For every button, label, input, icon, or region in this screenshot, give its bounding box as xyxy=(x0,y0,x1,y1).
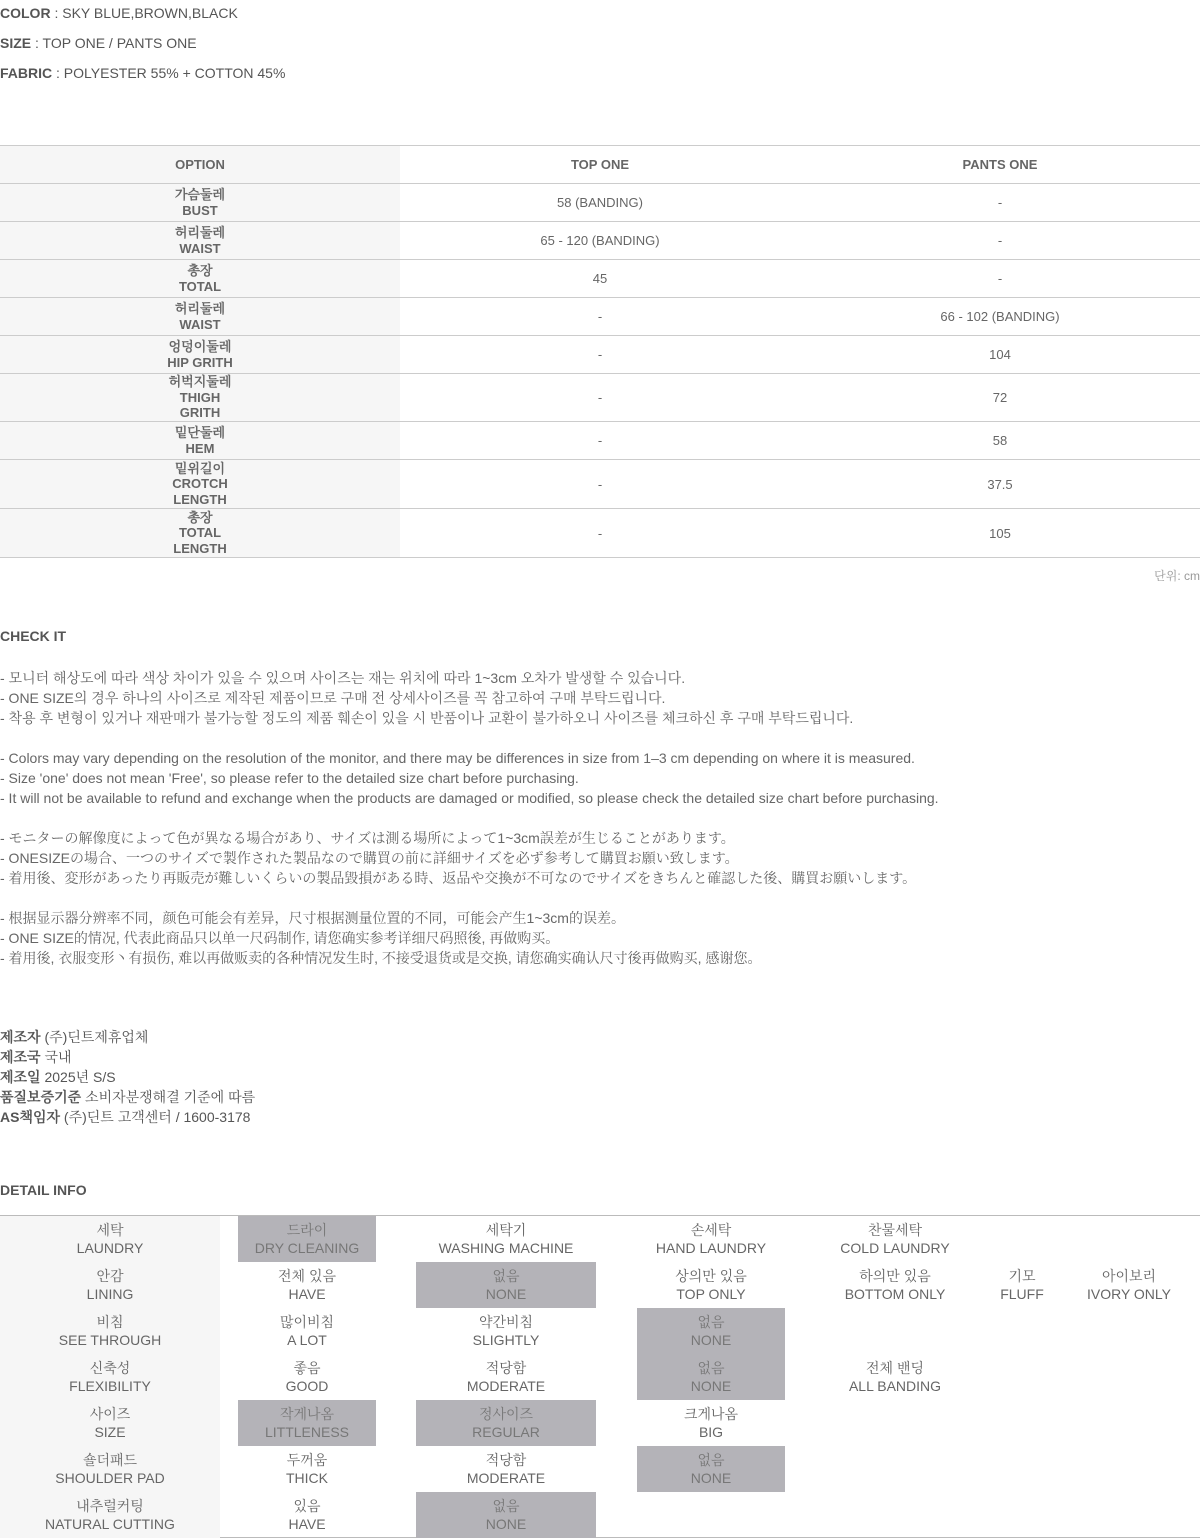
pants-value: 105 xyxy=(800,509,1200,558)
row-label: 밑위길이 CROTCH LENGTH xyxy=(0,460,400,509)
row-label: 허리둘레 WAIST xyxy=(0,298,400,336)
size-table-header xyxy=(0,146,1200,184)
top-value: - xyxy=(400,298,800,336)
note-line: - 着用後、変形があったり再販売が難しいくらいの製品毀損がある時、返品や交換が不可なのでサイズをきちんと確認した後、購買お願いします。 xyxy=(0,870,917,886)
top-value: 45 xyxy=(400,260,800,298)
pants-value: - xyxy=(800,184,1200,222)
row-label: 밑단둘레 HEM xyxy=(0,422,400,460)
maker-row: 제조일 2025년 S/S xyxy=(0,1069,116,1085)
top-value: - xyxy=(400,509,800,558)
row-label: 가슴둘레 BUST xyxy=(0,184,400,222)
detail-option: 하의만 있음 BOTTOM ONLY xyxy=(844,1268,946,1302)
spec-key: FABRIC xyxy=(0,65,53,81)
detail-option: 없음 NONE xyxy=(637,1354,785,1400)
pants-value: 104 xyxy=(800,336,1200,374)
note-line: - Size 'one' does not mean 'Free', so please refer to the detailed size chart before purchasing. xyxy=(0,770,579,786)
top-value: - xyxy=(400,422,800,460)
top-value: - xyxy=(400,336,800,374)
detail-option: 적당함 MODERATE xyxy=(466,1452,546,1486)
spec-value: : TOP ONE / PANTS ONE xyxy=(31,35,197,51)
note-line: - 모니터 해상도에 따라 색상 차이가 있을 수 있으며 사이즈는 재는 위치에 따라 1~3cm 오차가 발생할 수 있습니다. xyxy=(0,670,686,686)
detail-label: 사이즈 SIZE xyxy=(0,1400,220,1446)
detail-option: 없음 NONE xyxy=(637,1446,785,1492)
row-label: 엉덩이둘레 HIP GRITH xyxy=(0,336,400,374)
spec-value: : POLYESTER 55% + COTTON 45% xyxy=(52,65,286,81)
detail-option: 좋음 GOOD xyxy=(285,1360,329,1394)
detail-option: 두꺼움 THICK xyxy=(286,1452,328,1486)
note-line: - 着用後, 衣服变形丶有损伤, 难以再做贩卖的各种情况发生时, 不接受退货或是交换, 请您确实确认尺寸後再做购买, 感谢您。 xyxy=(0,950,762,966)
detail-label: 비침 SEE THROUGH xyxy=(0,1308,220,1354)
top-value: - xyxy=(400,374,800,422)
check-it-notes xyxy=(0,668,1200,988)
row-label: 허벅지둘레 THIGH GRITH xyxy=(0,374,400,422)
table-row xyxy=(0,222,1200,260)
pants-value: 72 xyxy=(800,374,1200,422)
detail-row-natural-cutting xyxy=(0,1492,1200,1538)
pants-value: 66 - 102 (BANDING) xyxy=(800,298,1200,336)
detail-option: 찬물세탁 COLD LAUNDRY xyxy=(840,1222,950,1256)
note-line: - It will not be available to refund and exchange when the products are damaged or modified, so please check the detailed size chart before purchasing. xyxy=(0,790,939,806)
unit-label: 단위: cm xyxy=(1154,569,1200,583)
pants-value: - xyxy=(800,260,1200,298)
maker-row: 제조자 (주)딘트제휴업체 xyxy=(0,1029,149,1045)
notes-english xyxy=(0,748,1200,808)
table-row xyxy=(0,422,1200,460)
notes-chinese xyxy=(0,908,1200,968)
spec-color xyxy=(0,5,238,21)
maker-info xyxy=(0,1027,255,1127)
detail-option: 손세탁 HAND LAUNDRY xyxy=(655,1222,767,1256)
detail-option: 크게나옴 BIG xyxy=(683,1406,739,1440)
detail-row-see-through xyxy=(0,1308,1200,1354)
top-value: - xyxy=(400,460,800,509)
detail-option: 없음 NONE xyxy=(637,1308,785,1354)
row-label: 허리둘레 WAIST xyxy=(0,222,400,260)
note-line: - ONE SIZE의 경우 하나의 사이즈로 제작된 제품이므로 구매 전 상세사이즈를 꼭 참고하여 구매 부탁드립니다. xyxy=(0,690,666,706)
detail-row-laundry xyxy=(0,1216,1200,1262)
detail-row-flexibility xyxy=(0,1354,1200,1400)
spec-value: : SKY BLUE,BROWN,BLACK xyxy=(50,5,238,21)
detail-label: 내추럴커팅 NATURAL CUTTING xyxy=(0,1492,220,1538)
size-table xyxy=(0,145,1200,558)
detail-option: 정사이즈 REGULAR xyxy=(416,1400,596,1446)
header-top-one: TOP ONE xyxy=(400,146,800,184)
detail-row-lining xyxy=(0,1262,1200,1308)
detail-label: 안감 LINING xyxy=(0,1262,220,1308)
spec-size xyxy=(0,35,197,51)
note-line: - ONE SIZE的情况, 代表此商品只以单一尺码制作, 请您确实参考详细尺码照後, 再做购买。 xyxy=(0,930,560,946)
detail-label: 숄더패드 SHOULDER PAD xyxy=(0,1446,220,1492)
detail-option: 아이보리 IVORY ONLY xyxy=(1086,1268,1172,1302)
detail-option: 세탁기 WASHING MACHINE xyxy=(438,1222,574,1256)
maker-row: AS책임자 (주)딘트 고객센터 / 1600-3178 xyxy=(0,1109,251,1125)
pants-value: - xyxy=(800,222,1200,260)
table-row xyxy=(0,374,1200,422)
detail-info-table xyxy=(0,1215,1200,1538)
note-line: - Colors may vary depending on the resolution of the monitor, and there may be differences in size from 1–3 cm depending on where it is measured. xyxy=(0,750,915,766)
detail-option: 많이비침 A LOT xyxy=(279,1314,335,1348)
table-row xyxy=(0,336,1200,374)
maker-row: 제조국 국내 xyxy=(0,1049,72,1065)
detail-label: 세탁 LAUNDRY xyxy=(0,1216,220,1262)
spec-key: COLOR xyxy=(0,5,51,21)
table-row xyxy=(0,460,1200,509)
table-row xyxy=(0,509,1200,558)
spec-key: SIZE xyxy=(0,35,32,51)
detail-row-size xyxy=(0,1400,1200,1446)
detail-option: 드라이 DRY CLEANING xyxy=(238,1216,376,1262)
detail-option: 전체 밴딩 ALL BANDING xyxy=(848,1360,942,1394)
table-row xyxy=(0,184,1200,222)
row-label: 총장 TOTAL xyxy=(0,260,400,298)
header-pants-one: PANTS ONE xyxy=(800,146,1200,184)
detail-option: 전체 있음 HAVE xyxy=(278,1268,336,1302)
top-value: 65 - 120 (BANDING) xyxy=(400,222,800,260)
spec-fabric xyxy=(0,65,285,81)
note-line: - 根据显示器分辨率不同，颜色可能会有差异，尺寸根据测量位置的不同，可能会产生1~3cm的误差。 xyxy=(0,910,625,926)
pants-value: 37.5 xyxy=(800,460,1200,509)
detail-option: 없음 NONE xyxy=(416,1492,596,1538)
detail-option: 작게나옴 LITTLENESS xyxy=(238,1400,376,1446)
header-option: OPTION xyxy=(0,146,400,184)
notes-japanese xyxy=(0,828,1200,888)
top-value: 58 (BANDING) xyxy=(400,184,800,222)
note-line: - ONESIZEの場合、一つのサイズで製作された製品なので購買の前に詳細サイズを必ず参考して購買お願い致します。 xyxy=(0,850,739,866)
table-row xyxy=(0,260,1200,298)
pants-value: 58 xyxy=(800,422,1200,460)
detail-option: 약간비침 SLIGHTLY xyxy=(472,1314,540,1348)
check-it-title: CHECK IT xyxy=(0,628,67,644)
maker-row: 품질보증기준 소비자분쟁해결 기준에 따름 xyxy=(0,1089,256,1105)
table-row xyxy=(0,298,1200,336)
notes-korean xyxy=(0,668,1200,728)
detail-option: 없음 NONE xyxy=(416,1262,596,1308)
detail-row-shoulder-pad xyxy=(0,1446,1200,1492)
detail-option: 기모 FLUFF xyxy=(1000,1268,1044,1302)
note-line: - モニターの解像度によって色が異なる場合があり、サイズは測る場所によって1~3cm誤差が生じることがあります。 xyxy=(0,830,735,846)
detail-option: 상의만 있음 TOP ONLY xyxy=(675,1268,747,1302)
note-line: - 착용 후 변형이 있거나 재판매가 불가능할 정도의 제품 훼손이 있을 시 반품이나 교환이 불가하오니 사이즈를 체크하신 후 구매 부탁드립니다. xyxy=(0,710,854,726)
detail-option: 있음 HAVE xyxy=(288,1498,326,1532)
detail-info-title: DETAIL INFO xyxy=(0,1182,87,1198)
row-label: 총장 TOTAL LENGTH xyxy=(0,509,400,558)
detail-option: 적당함 MODERATE xyxy=(466,1360,546,1394)
detail-label: 신축성 FLEXIBILITY xyxy=(0,1354,220,1400)
